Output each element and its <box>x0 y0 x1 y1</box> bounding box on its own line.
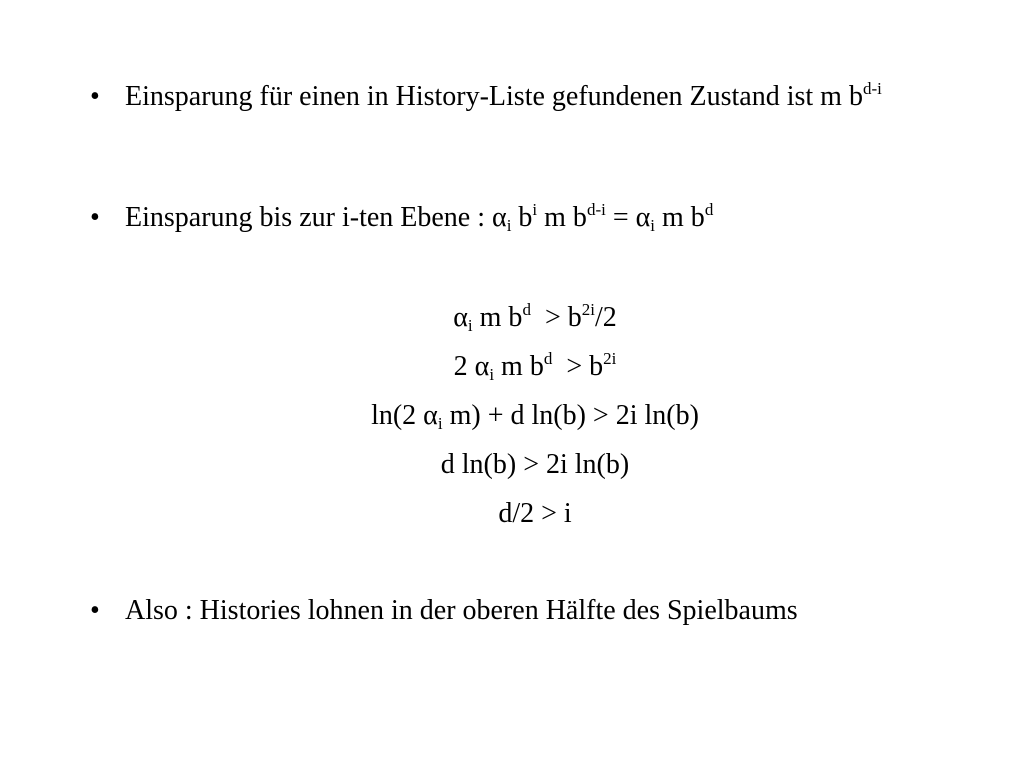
text-segment: > b <box>530 302 582 333</box>
formula-line-1 <box>0 298 1024 347</box>
superscript: d-i <box>586 200 606 219</box>
subscript: i <box>467 316 473 335</box>
bullet-item-savings-to-level <box>90 199 970 237</box>
text-segment: b <box>511 202 533 233</box>
text-segment: α <box>453 302 468 333</box>
text-segment: ln(2 α <box>371 400 438 431</box>
bullet-text <box>125 199 970 237</box>
bullet-point-icon: • <box>90 202 100 233</box>
text-segment: Einsparung bis zur i-ten Ebene : α <box>125 202 507 233</box>
subscript: i <box>650 216 656 235</box>
bullet-point-icon: • <box>90 81 100 112</box>
subscript: i <box>489 365 495 384</box>
superscript: 2i <box>581 300 595 319</box>
formula-line-3 <box>0 396 1024 445</box>
text-segment: m b <box>472 302 523 333</box>
formula-derivation <box>0 298 1024 543</box>
bullet-item-savings-per-state <box>90 78 970 116</box>
superscript: 2i <box>603 349 617 368</box>
bullet-text: Also : Histories lohnen in der oberen Hälfte des Spielbaums <box>125 595 798 626</box>
subscript: i <box>437 414 443 433</box>
text-segment: m b <box>494 351 544 382</box>
bullet-point-icon: • <box>90 595 100 626</box>
text-segment: d ln(b) > 2i ln(b) <box>440 449 630 480</box>
subscript: i <box>506 216 512 235</box>
text-segment: m b <box>537 202 587 233</box>
formula-line-5 <box>0 494 1024 543</box>
text-segment: m) + d ln(b) > 2i ln(b) <box>442 400 699 431</box>
bullet-item-conclusion <box>90 592 970 630</box>
text-segment: 2 α <box>453 351 490 382</box>
formula-line-4 <box>0 445 1024 494</box>
text-segment: d/2 > i <box>498 498 572 529</box>
text-segment: > b <box>552 351 604 382</box>
formula-line-2 <box>0 347 1024 396</box>
text-segment: = α <box>605 202 651 233</box>
superscript: d-i <box>862 79 882 98</box>
bullet-text <box>125 78 970 116</box>
bullet-text-main: Einsparung für einen in History-Liste gefundenen Zustand ist m b <box>125 81 863 112</box>
superscript: i <box>532 200 538 219</box>
superscript: d <box>704 200 714 219</box>
text-segment: /2 <box>594 302 617 333</box>
text-segment: m b <box>655 202 705 233</box>
superscript: d <box>543 349 553 368</box>
superscript: d <box>522 300 531 319</box>
